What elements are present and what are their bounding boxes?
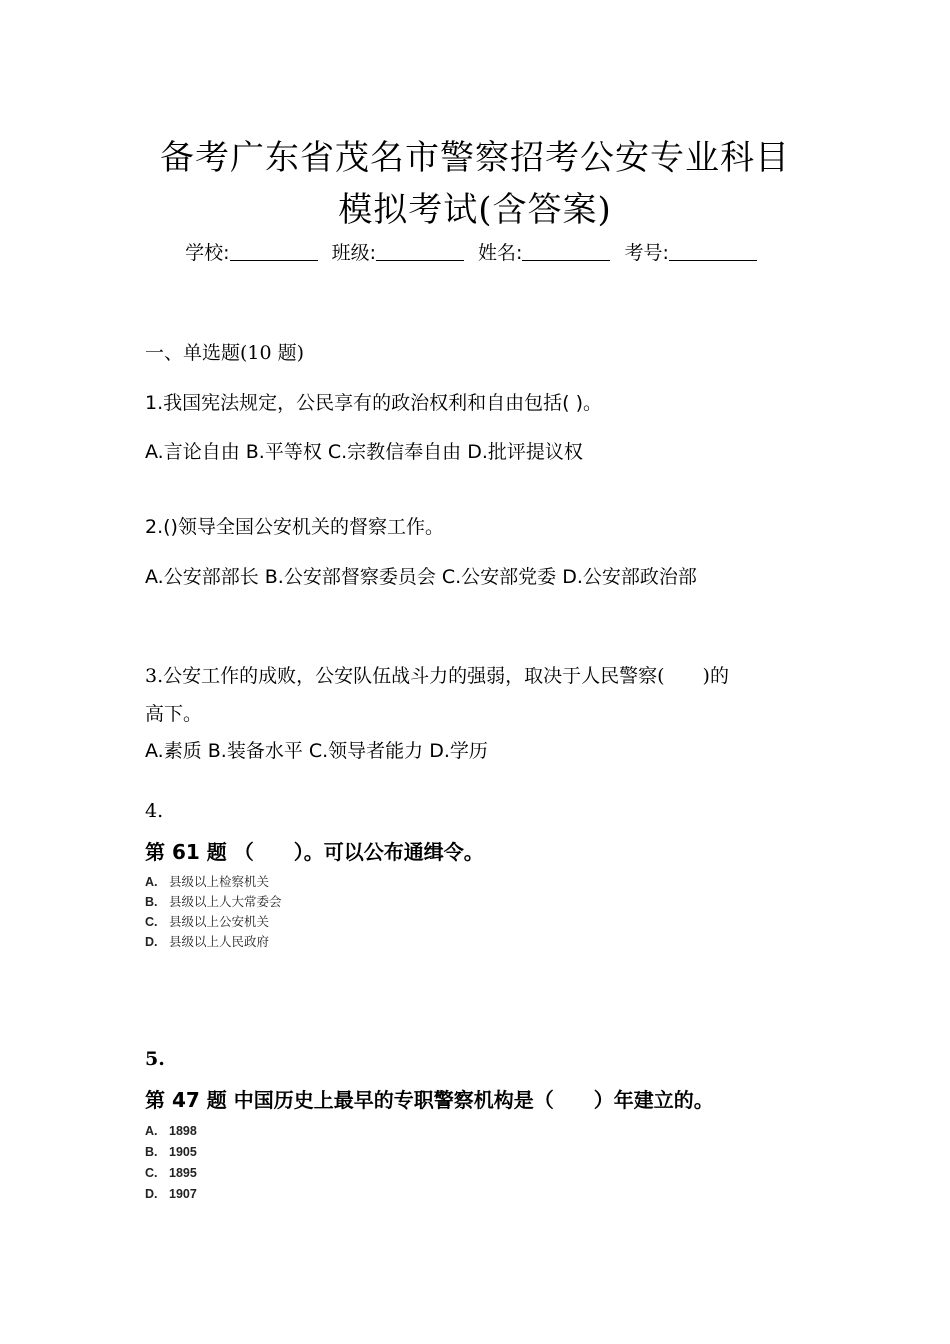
question-5-option-c: [145, 1165, 197, 1180]
class-label: 班级:: [331, 242, 376, 264]
name-label: 姓名:: [478, 242, 523, 264]
question-5-option-d: [145, 1186, 197, 1201]
option-letter: B.: [145, 895, 158, 909]
name-blank: [522, 242, 610, 261]
student-info-line: [0, 238, 950, 265]
option-text: 县级以上人民政府: [169, 934, 270, 949]
question-2-options: A.公安部部长 B.公安部督察委员会 C.公安部党委 D.公安部政治部: [145, 566, 697, 588]
question-3-stem-line1: 3.公安工作的成败，公安队伍战斗力的强弱，取决于人民警察( )的: [145, 665, 729, 687]
school-blank: [230, 242, 318, 261]
option-letter: B.: [145, 1145, 158, 1159]
document-title-line1: 备考广东省茂名市警察招考公安专业科目: [160, 138, 790, 178]
question-1-stem: 1.我国宪法规定，公民享有的政治权利和自由包括( )。: [145, 392, 602, 414]
option-text: 1907: [169, 1187, 197, 1201]
question-5-option-a: [145, 1123, 197, 1138]
document-title-line2: 模拟考试(含答案): [338, 190, 612, 230]
question-5-heading: 第 47 题 中国历史上最早的专职警察机构是（ ）年建立的。: [145, 1088, 714, 1112]
option-letter: C.: [145, 915, 158, 929]
option-letter: C.: [145, 1166, 158, 1180]
question-4-heading: 第 61 题 （ ）。可以公布通缉令。: [145, 840, 484, 864]
question-4-option-c: [145, 912, 269, 930]
number-label: 考号:: [624, 242, 669, 264]
option-text: 1895: [169, 1166, 197, 1180]
question-4-option-b: [145, 892, 282, 910]
option-text: 县级以上人大常委会: [169, 894, 282, 909]
option-letter: D.: [145, 1187, 158, 1201]
section-heading: 一、单选题(10 题): [145, 342, 305, 364]
question-4-option-d: [145, 932, 269, 950]
question-2-stem: 2.()领导全国公安机关的督察工作。: [145, 516, 444, 538]
question-4-option-a: [145, 872, 269, 890]
question-4-number: 4.: [145, 800, 164, 822]
question-3-options: A.素质 B.装备水平 C.领导者能力 D.学历: [145, 740, 488, 762]
option-text: 1898: [169, 1124, 197, 1138]
question-3-stem-line2: 高下。: [145, 703, 203, 725]
number-blank: [669, 242, 757, 261]
question-5-number: 5.: [145, 1048, 165, 1070]
option-text: 县级以上检察机关: [169, 874, 270, 889]
question-1-options: A.言论自由 B.平等权 C.宗教信奉自由 D.批评提议权: [145, 441, 583, 463]
option-letter: A.: [145, 875, 158, 889]
option-letter: A.: [145, 1124, 158, 1138]
option-text: 县级以上公安机关: [169, 914, 270, 929]
school-label: 学校:: [185, 242, 230, 264]
option-letter: D.: [145, 935, 158, 949]
option-text: 1905: [169, 1145, 197, 1159]
question-5-option-b: [145, 1144, 197, 1159]
class-blank: [376, 242, 464, 261]
